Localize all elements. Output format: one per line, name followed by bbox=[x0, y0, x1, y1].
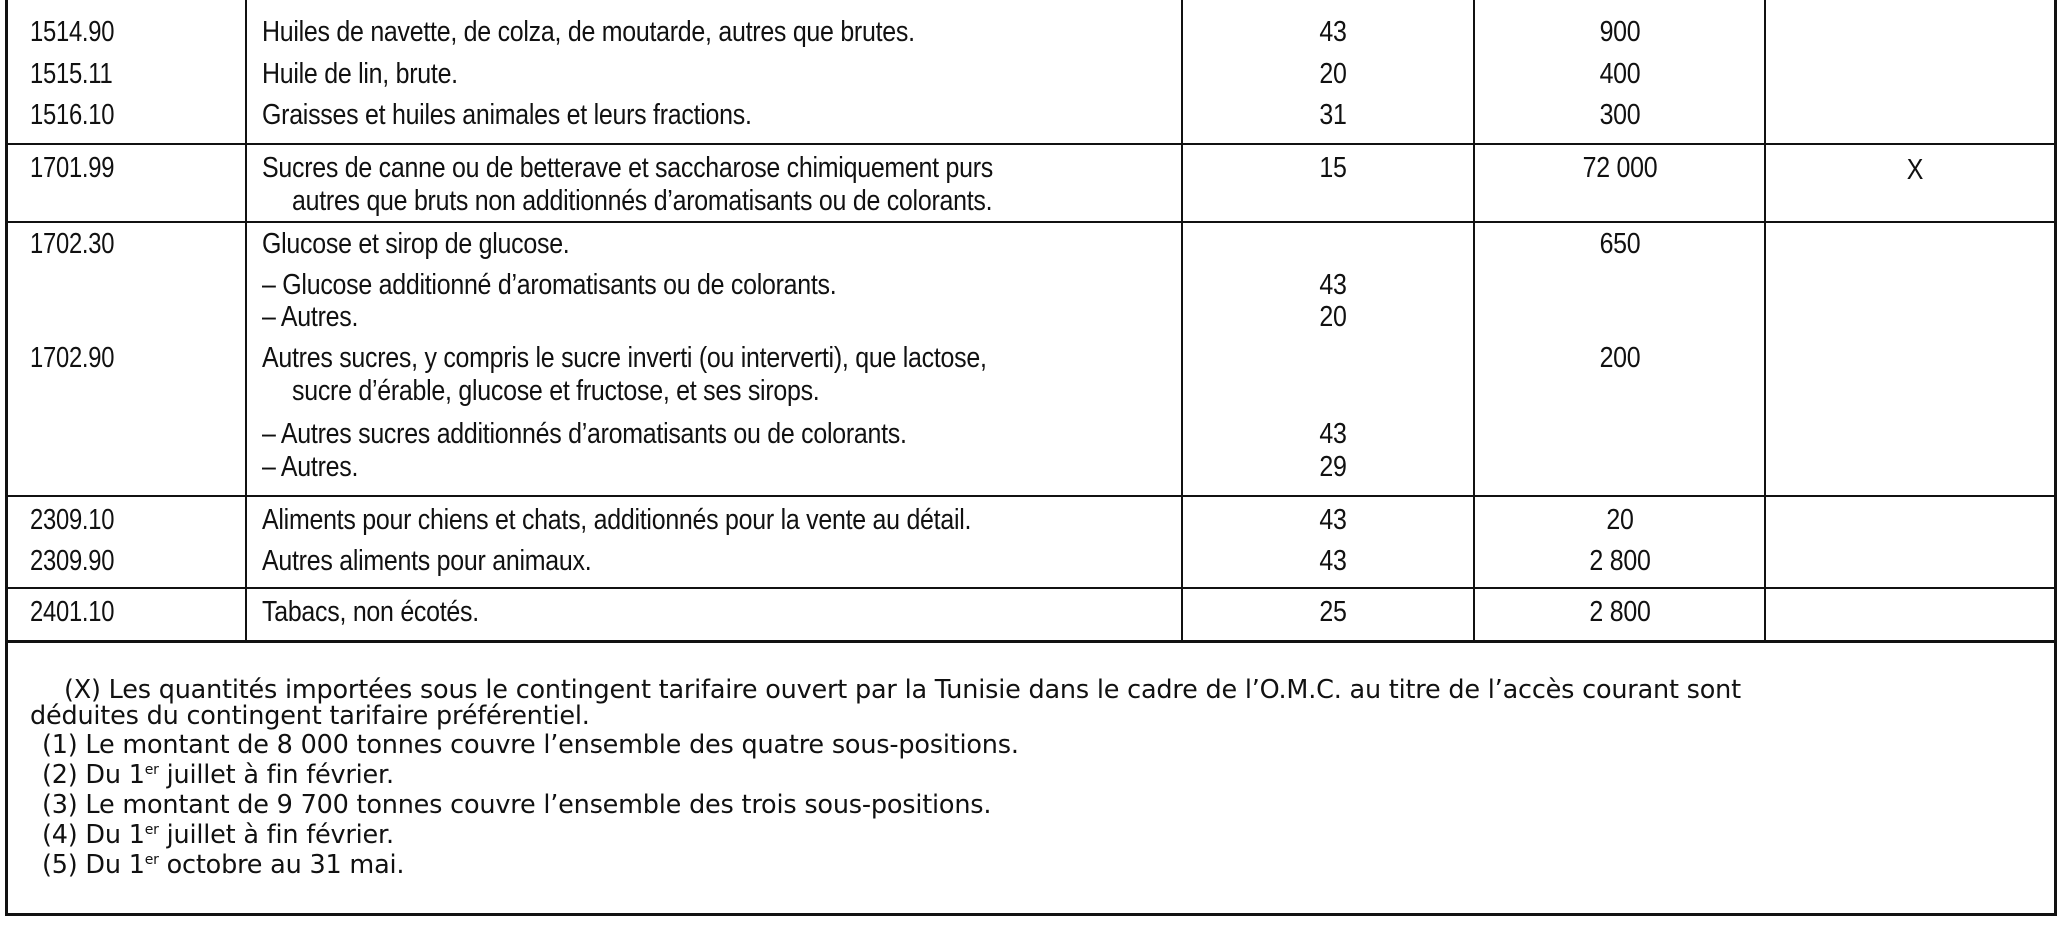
desc-1516-10: Graisses et huiles animales et leurs fractions. bbox=[262, 99, 752, 131]
note-x-text: (X) Les quantités importées sous le contingent tarifaire ouvert par la Tunisie dans le cadre de l’O.M.C. au titre de l’accès courant sont bbox=[64, 675, 1741, 705]
code-2309-90: 2309.90 bbox=[30, 545, 115, 577]
mark-1701-99: X bbox=[1906, 154, 1924, 186]
rate-1702-90-sub2: 29 bbox=[1319, 451, 1347, 483]
code-1514-90: 1514.90 bbox=[30, 16, 115, 48]
desc-1702-30: Glucose et sirop de glucose. bbox=[262, 228, 570, 260]
note-4-post: juillet à fin février. bbox=[158, 820, 394, 850]
qty-1701-99: 72 000 bbox=[1582, 152, 1658, 184]
column-divider bbox=[1181, 0, 1183, 640]
rate-2309-90: 43 bbox=[1319, 545, 1347, 577]
desc-1701-99-line1: Sucres de canne ou de betterave et saccharose chimiquement purs bbox=[262, 152, 993, 184]
qty-2401-10: 2 800 bbox=[1589, 596, 1651, 628]
note-4-sup: er bbox=[144, 822, 159, 838]
desc-2309-90: Autres aliments pour animaux. bbox=[262, 545, 592, 577]
column-divider bbox=[1764, 0, 1766, 640]
rate-1702-30-sub1: 43 bbox=[1319, 269, 1347, 301]
code-1702-90: 1702.90 bbox=[30, 342, 115, 374]
note-4 bbox=[42, 820, 394, 850]
qty-2309-10: 20 bbox=[1606, 504, 1634, 536]
qty-1702-90: 200 bbox=[1599, 342, 1641, 374]
desc-1514-90: Huiles de navette, de colza, de moutarde, autres que brutes. bbox=[262, 16, 915, 48]
desc-1702-90-sub1: – Autres sucres additionnés d’aromatisants ou de colorants. bbox=[262, 418, 907, 450]
column-divider bbox=[245, 0, 247, 640]
column-divider bbox=[1473, 0, 1475, 640]
note-5-post: octobre au 31 mai. bbox=[158, 850, 405, 880]
rate-1516-10: 31 bbox=[1319, 99, 1347, 131]
desc-1702-90-line1: Autres sucres, y compris le sucre inverti (ou interverti), que lactose, bbox=[262, 342, 987, 374]
rate-1702-90-sub1: 43 bbox=[1319, 418, 1347, 450]
qty-1514-90: 900 bbox=[1599, 16, 1641, 48]
rate-2309-10: 43 bbox=[1319, 504, 1347, 536]
note-3: (3) Le montant de 9 700 tonnes couvre l’ensemble des trois sous-positions. bbox=[42, 790, 992, 820]
desc-1702-90-line2: sucre d’érable, glucose et fructose, et ses sirops. bbox=[292, 375, 820, 407]
code-1701-99: 1701.99 bbox=[30, 152, 115, 184]
note-4-pre: (4) Du 1 bbox=[42, 820, 145, 850]
code-1516-10: 1516.10 bbox=[30, 99, 115, 131]
code-1702-30: 1702.30 bbox=[30, 228, 115, 260]
note-2-pre: (2) Du 1 bbox=[42, 760, 145, 790]
code-2309-10: 2309.10 bbox=[30, 504, 115, 536]
note-x-line2: déduites du contingent tarifaire préférentiel. bbox=[30, 701, 590, 731]
rate-1702-30-sub2: 20 bbox=[1319, 301, 1347, 333]
row-divider bbox=[5, 495, 2057, 497]
desc-2309-10: Aliments pour chiens et chats, additionnés pour la vente au détail. bbox=[262, 504, 972, 536]
code-2401-10: 2401.10 bbox=[30, 596, 115, 628]
desc-1702-30-sub2: – Autres. bbox=[262, 301, 359, 333]
rate-1701-99: 15 bbox=[1319, 152, 1347, 184]
qty-2309-90: 2 800 bbox=[1589, 545, 1651, 577]
rate-1515-11: 20 bbox=[1319, 58, 1347, 90]
note-1: (1) Le montant de 8 000 tonnes couvre l’ensemble des quatre sous-positions. bbox=[42, 730, 1019, 760]
qty-1516-10: 300 bbox=[1599, 99, 1641, 131]
desc-2401-10: Tabacs, non écotés. bbox=[262, 596, 479, 628]
row-divider bbox=[5, 587, 2057, 589]
qty-1515-11: 400 bbox=[1599, 58, 1641, 90]
desc-1702-30-sub1: – Glucose additionné d’aromatisants ou de colorants. bbox=[262, 269, 837, 301]
qty-1702-30: 650 bbox=[1599, 228, 1641, 260]
note-2-sup: er bbox=[144, 762, 159, 778]
rate-1514-90: 43 bbox=[1319, 16, 1347, 48]
table-bottom-rule bbox=[5, 640, 2057, 643]
row-divider bbox=[5, 143, 2057, 145]
rate-2401-10: 25 bbox=[1319, 596, 1347, 628]
note-5 bbox=[42, 850, 404, 880]
note-5-sup: er bbox=[144, 852, 159, 868]
note-5-pre: (5) Du 1 bbox=[42, 850, 145, 880]
note-2-post: juillet à fin février. bbox=[158, 760, 394, 790]
desc-1702-90-sub2: – Autres. bbox=[262, 451, 359, 483]
note-2 bbox=[42, 760, 394, 790]
code-1515-11: 1515.11 bbox=[30, 58, 113, 90]
desc-1701-99-line2: autres que bruts non additionnés d’aromatisants ou de colorants. bbox=[292, 185, 993, 217]
row-divider bbox=[5, 221, 2057, 223]
desc-1515-11: Huile de lin, brute. bbox=[262, 58, 458, 90]
